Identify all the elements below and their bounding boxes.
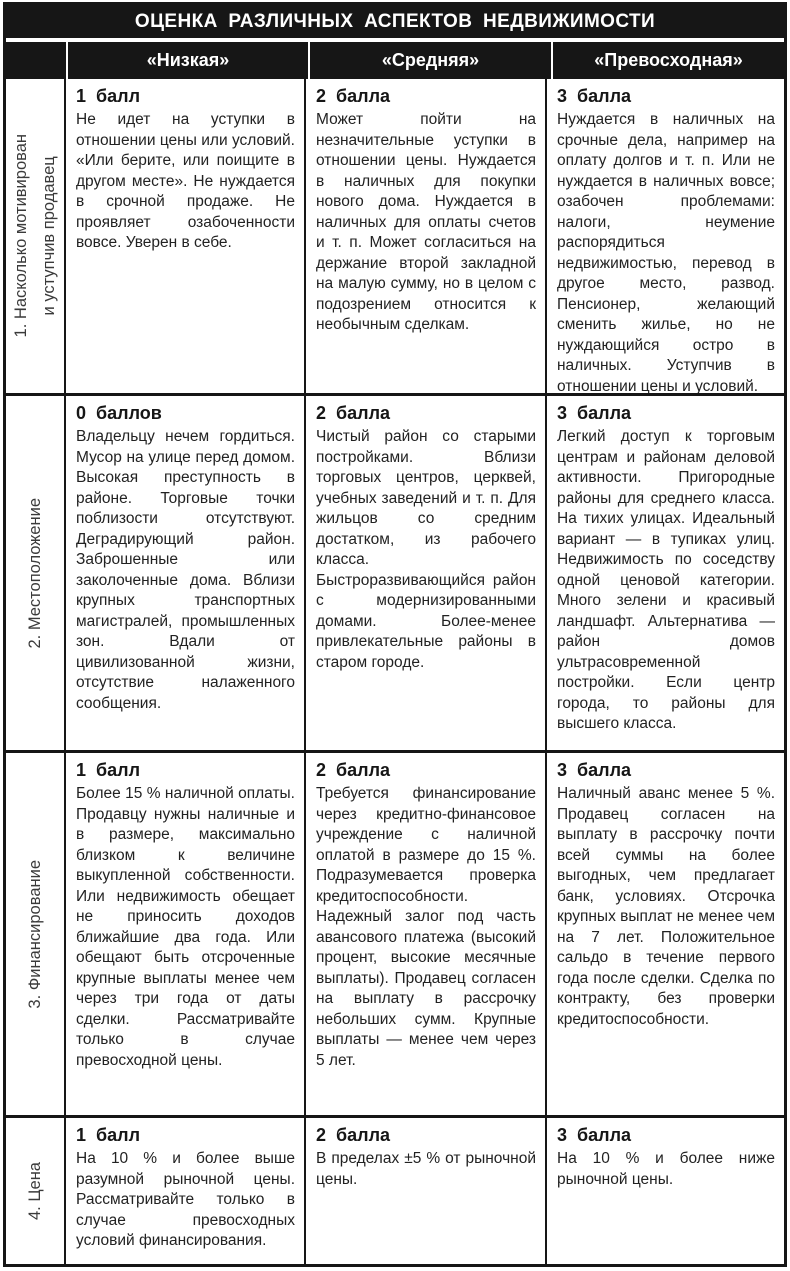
cell-text: Наличный аванс менее 5 %. Продавец согласен на выплату в рассрочку почти всей суммы на более выгодных, чем предлагает банк, условиях. Отсрочка крупных выплат не менее чем на 7 лет. Положительное сальдо в течение первого года после сделки. Сделка по контракту, без проверки кредитоспособности.: [557, 785, 775, 1028]
cell-text: На 10 % и более выше разумной рыночной цены. Рассматривайте только в случае превосходных условий финансирования.: [76, 1150, 295, 1249]
score-heading: 2 балла: [316, 760, 391, 780]
score-heading: 3 балла: [557, 760, 632, 780]
cell-location-excellent: [547, 396, 784, 750]
cell-financing-medium: [306, 753, 547, 1115]
score-heading: 1 балл: [76, 760, 141, 780]
cell-text: Не идет на уступки в отношении цены или условий. «Или берите, или поищите в другом месте». Не нуждается в срочной продаже. Не проявляет озабоченности вовсе. Уверен в себе.: [76, 111, 295, 251]
cell-location-medium: [306, 396, 547, 750]
score-heading: 2 балла: [316, 403, 391, 423]
table-header-row: [6, 42, 784, 79]
row-label-line: 3. Финансирование: [25, 859, 44, 1009]
score-heading: 3 балла: [557, 86, 632, 106]
cell-price-medium: [306, 1118, 547, 1264]
row-label-cell: [6, 1118, 66, 1264]
row-label-cell: [6, 79, 66, 393]
cell-text: На 10 % и более ниже рыночной цены.: [557, 1150, 775, 1188]
table-row-financing: [6, 750, 784, 1115]
header-corner-cell: [6, 42, 66, 79]
row-label-cell: [6, 753, 66, 1115]
score-heading: 0 баллов: [76, 403, 162, 423]
cell-price-excellent: [547, 1118, 784, 1264]
cell-price-low: [66, 1118, 306, 1264]
cell-text: Требуется финансирование через кредитно-финансовое учреждение с наличной оплатой в размере до 15 %. Подразумевается проверка кредитоспособности. Надежный залог под часть авансового платежа (высокий процент, высокие месячные выплаты). Продавец согласен на выплату в рассрочку небольших сумм. Крупные выплаты — менее чем через 5 лет.: [316, 785, 536, 1069]
score-heading: 1 балл: [76, 1125, 141, 1145]
real-estate-assessment-table: [3, 2, 787, 1267]
cell-text: Владельцу нечем гордиться. Мусор на улице перед домом. Высокая преступность в районе. Торговые точки поблизости отсутствуют. Деградирующий район. Заброшенные или заколоченные дома. Вблизи крупных транспортных магистралей, промышленных зон. Вдали от цивилизованной жизни, отсутствие налаженного сообщения.: [76, 428, 295, 712]
header-col-low: «Низкая»: [68, 42, 308, 79]
score-heading: 2 балла: [316, 86, 391, 106]
cell-text: Легкий доступ к торговым центрам и районам деловой активности. Пригородные районы для среднего класса. На тихих улицах. Идеальный вариант — в тупиках улиц. Недвижимость по соседству одной ценовой категории. Много зелени и красивый ландшафт. Альтернатива — район домов ультрасовременной постройки. Если центр города, то районы для высшего класса.: [557, 428, 775, 732]
cell-motivation-medium: [306, 79, 547, 393]
row-label-line: и уступчив продавец: [40, 156, 58, 316]
cell-text: В пределах ±5 % от рыночной цены.: [316, 1150, 536, 1188]
table-row-price: [6, 1115, 784, 1264]
table-row-location: [6, 393, 784, 750]
row-label-line: 4. Цена: [25, 1161, 44, 1221]
row-label-line: 2. Местоположение: [25, 497, 44, 649]
score-heading: 3 балла: [557, 1125, 632, 1145]
row-label-price: [21, 1162, 49, 1220]
header-col-medium: «Средняя»: [310, 42, 551, 79]
cell-financing-low: [66, 753, 306, 1115]
score-heading: 3 балла: [557, 403, 632, 423]
cell-text: Более 15 % наличной оплаты. Продавцу нужны наличные и в размере, максимально близком к величине выкупленной собственности. Или недвижимость обещает не приносить доходов ближайшие два года. Или обещают быть отсроченные крупные выплаты менее чем через три года от даты сделки. Рассматривайте только в случае превосходной цены.: [76, 785, 295, 1069]
cell-text: Может пойти на незначительные уступки в отношении цены. Нуждается в наличных для покупки нового дома. Нуждается в наличных для оплаты счетов и т. п. Может согласиться на держание второй закладной на малую сумму, но в целом с подозрением относится к необычным сделкам.: [316, 111, 536, 333]
row-label-cell: [6, 396, 66, 750]
table-title: ОЦЕНКА РАЗЛИЧНЫХ АСПЕКТОВ НЕДВИЖИМОСТИ: [6, 5, 784, 42]
row-label-seller-motivation: [7, 134, 63, 337]
score-heading: 2 балла: [316, 1125, 391, 1145]
cell-text: Чистый район со старыми постройками. Вблизи торговых центров, церквей, учебных заведений и т. п. Для жильцов со средним достатком, из рабочего класса. Быстроразвивающийся район с модернизированными домами. Более-менее привлекательные районы в старом городе.: [316, 428, 536, 671]
cell-financing-excellent: [547, 753, 784, 1115]
row-label-line: 1. Насколько мотивирован: [11, 134, 30, 338]
cell-motivation-low: [66, 79, 306, 393]
row-label-location: [21, 498, 49, 649]
cell-location-low: [66, 396, 306, 750]
row-label-financing: [21, 860, 49, 1009]
cell-text: Нуждается в наличных на срочные дела, например на оплату долгов и т. п. Или не нуждается в наличных вовсе; озабочен проблемами: налоги, неумение распорядиться недвижимостью, перевод в другое место, развод. Пенсионер, желающий сменить жилье, но не нуждающийся остро в наличных. Уступчив в отношении цены и условий.: [557, 111, 775, 393]
score-heading: 1 балл: [76, 86, 141, 106]
header-col-excellent: «Превосходная»: [553, 42, 784, 79]
cell-motivation-excellent: [547, 79, 784, 393]
table-row-seller-motivation: [6, 79, 784, 393]
